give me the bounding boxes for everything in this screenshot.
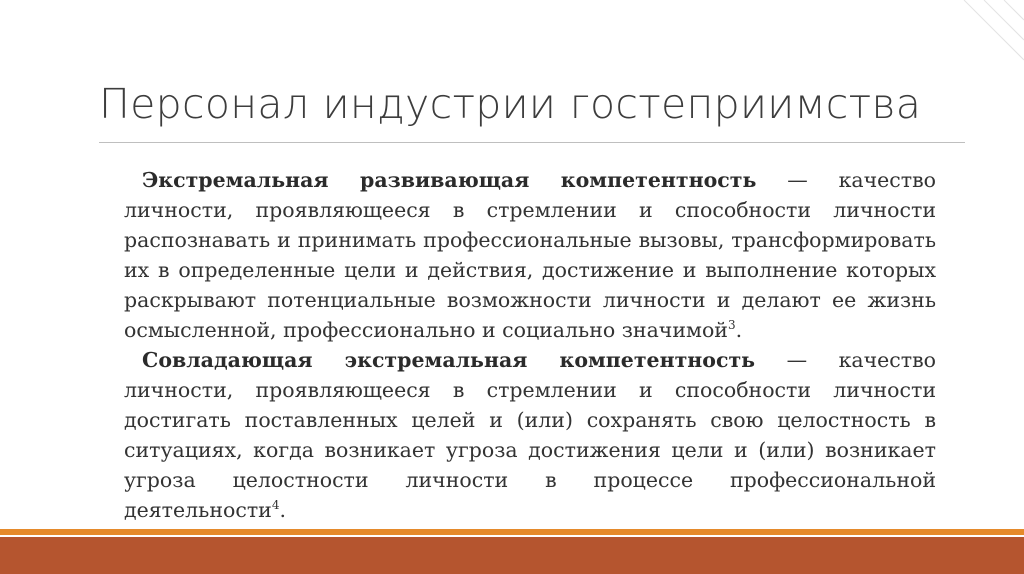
corner-decoration: [904, 0, 1024, 120]
paragraph-developing-competence: [124, 165, 936, 345]
slide-title: Персонал индустрии гостеприимства: [99, 80, 922, 128]
title-divider: [99, 142, 965, 143]
bottom-accent-bar: [0, 537, 1024, 574]
definition-developing-competence: — качество личности, проявляющееся в стремлении и способности личности распознавать и принимать профессиональные вызовы, трансформировать их в определенные цели и действия, достижение и выполнение которых раскрывают потенциальные возможности личности и делают ее жизнь осмысленной, профессионально и социально значимой: [124, 168, 936, 342]
bottom-accent-line: [0, 529, 1024, 535]
paragraph-coping-competence: [124, 345, 936, 525]
sentence-end: .: [279, 498, 287, 522]
term-developing-competence: Экстремальная развивающая компетентность: [142, 168, 757, 192]
definition-coping-competence: — качество личности, проявляющееся в стремлении и способности личности достигать поставленных целей и (или) сохранять свою целостность в ситуациях, когда возникает угроза достижения цели и (или) возникает угроза целостности личности в процессе профессиональной деятельности: [124, 348, 936, 522]
sentence-end: .: [735, 318, 743, 342]
slide-body: [124, 165, 936, 525]
footnote-marker: 4: [271, 498, 280, 513]
term-coping-competence: Совладающая экстремальная компетентность: [142, 348, 756, 372]
footnote-marker: 3: [727, 318, 736, 333]
